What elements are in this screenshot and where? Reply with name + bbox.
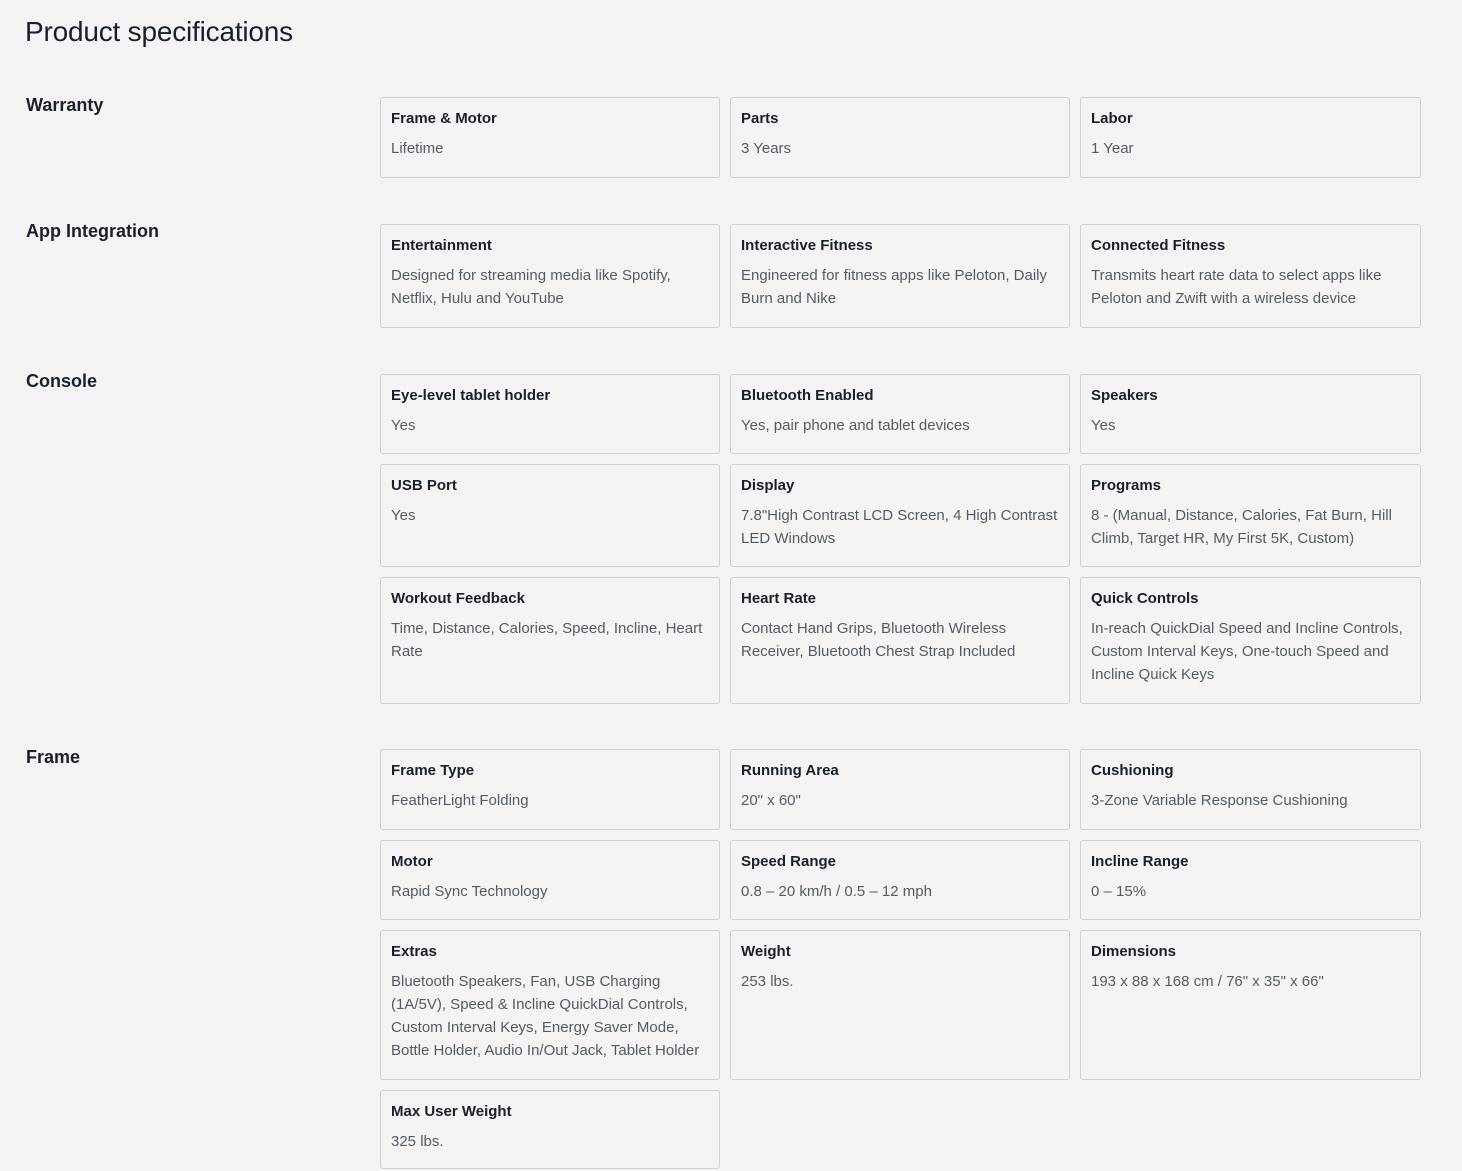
spec-title: Max User Weight: [391, 1103, 512, 1120]
spec-title: Interactive Fitness: [741, 237, 873, 254]
spec-title: Labor: [1091, 110, 1133, 127]
spec-grid-frame: [380, 749, 1420, 1169]
page-title: Product specifications: [25, 16, 293, 47]
spec-value: 3-Zone Variable Response Cushioning: [1091, 792, 1348, 809]
spec-value: 0 – 15%: [1091, 883, 1147, 900]
spec-title: Weight: [741, 943, 791, 960]
spec-card-frame-motor: [380, 97, 720, 178]
section-label-frame: Frame: [26, 747, 81, 767]
spec-value: Time, Distance, Calories, Speed, Incline, Heart Rate: [391, 620, 703, 660]
spec-value: Yes: [391, 507, 416, 524]
spec-value: In-reach QuickDial Speed and Incline Controls, Custom Interval Keys, One-touch Speed and Incline Quick Keys: [1091, 620, 1403, 683]
spec-value: 1 Year: [1091, 140, 1134, 157]
spec-card-incline-range: [1080, 840, 1421, 920]
spec-card-speakers: [1080, 374, 1421, 454]
spec-title: Frame & Motor: [391, 110, 497, 127]
spec-card-entertainment: [380, 224, 720, 328]
spec-title: Connected Fitness: [1091, 237, 1226, 254]
spec-card-bluetooth-enabled: [730, 374, 1070, 454]
spec-card-dimensions: [1080, 930, 1421, 1080]
spec-card-quick-controls: [1080, 577, 1421, 704]
spec-value: 20" x 60": [741, 792, 801, 809]
spec-value: 193 x 88 x 168 cm / 76" x 35" x 66": [1091, 973, 1324, 990]
spec-title: Display: [741, 477, 795, 494]
spec-title: Extras: [391, 943, 437, 960]
spec-title: Heart Rate: [741, 590, 817, 607]
spec-card-speed-range: [730, 840, 1070, 920]
spec-value: Designed for streaming media like Spotify, Netflix, Hulu and YouTube: [391, 267, 671, 307]
spec-title: Speakers: [1091, 387, 1158, 404]
spec-value: Yes: [391, 417, 416, 434]
spec-title: Dimensions: [1091, 943, 1177, 960]
spec-card-motor: [380, 840, 720, 920]
spec-card-display: [730, 464, 1070, 567]
spec-card-eye-level-tablet-holder: [380, 374, 720, 454]
spec-card-parts: [730, 97, 1070, 178]
spec-value: 325 lbs.: [391, 1133, 444, 1150]
spec-title: Motor: [391, 853, 433, 870]
spec-value: Contact Hand Grips, Bluetooth Wireless Receiver, Bluetooth Chest Strap Included: [741, 620, 1016, 660]
spec-value: Bluetooth Speakers, Fan, USB Charging (1A/5V), Speed & Incline QuickDial Controls, Custom Interval Keys, Energy Saver Mode, Bottle Holder, Audio In/Out Jack, Tablet Holder: [391, 973, 700, 1059]
spec-card-workout-feedback: [380, 577, 720, 704]
spec-value: Yes: [1091, 417, 1116, 434]
spec-card-usb-port: [380, 464, 720, 567]
spec-card-weight: [730, 930, 1070, 1080]
spec-card-extras: [380, 930, 720, 1080]
spec-title: Parts: [741, 110, 779, 127]
spec-value: 3 Years: [741, 140, 792, 157]
spec-card-programs: [1080, 464, 1421, 567]
spec-title: Programs: [1091, 477, 1162, 494]
spec-value: FeatherLight Folding: [391, 792, 529, 809]
spec-card-max-user-weight: [380, 1090, 720, 1169]
spec-title: Running Area: [741, 762, 839, 779]
spec-title: Workout Feedback: [391, 590, 525, 607]
section-label-console: Console: [26, 371, 98, 391]
spec-value: 253 lbs.: [741, 973, 794, 990]
spec-card-heart-rate: [730, 577, 1070, 704]
spec-grid-app-integration: [380, 224, 1420, 328]
spec-value: 8 - (Manual, Distance, Calories, Fat Burn, Hill Climb, Target HR, My First 5K, Custom): [1091, 507, 1392, 547]
spec-title: Frame Type: [391, 762, 475, 779]
section-label-warranty: Warranty: [26, 95, 104, 115]
spec-card-interactive-fitness: [730, 224, 1070, 328]
spec-value: Lifetime: [391, 140, 444, 157]
spec-card-running-area: [730, 749, 1070, 830]
section-label-app-integration: App Integration: [26, 221, 159, 241]
spec-card-cushioning: [1080, 749, 1421, 830]
spec-value: Transmits heart rate data to select apps like Peloton and Zwift with a wireless device: [1091, 267, 1382, 307]
spec-value: 0.8 – 20 km/h / 0.5 – 12 mph: [741, 883, 932, 900]
spec-grid-console: [380, 374, 1420, 704]
spec-card-connected-fitness: [1080, 224, 1421, 328]
spec-value: Yes, pair phone and tablet devices: [741, 417, 970, 434]
spec-grid-warranty: [380, 97, 1420, 178]
spec-title: Entertainment: [391, 237, 492, 254]
spec-title: Eye-level tablet holder: [391, 387, 551, 404]
spec-value: Rapid Sync Technology: [391, 883, 548, 900]
spec-card-labor: [1080, 97, 1421, 178]
spec-title: Bluetooth Enabled: [741, 387, 874, 404]
spec-card-frame-type: [380, 749, 720, 830]
spec-title: Cushioning: [1091, 762, 1174, 779]
spec-value: Engineered for fitness apps like Peloton, Daily Burn and Nike: [741, 267, 1048, 307]
spec-title: Incline Range: [1091, 853, 1189, 870]
spec-value: 7.8"High Contrast LCD Screen, 4 High Contrast LED Windows: [741, 507, 1058, 547]
spec-title: Speed Range: [741, 853, 837, 870]
spec-title: Quick Controls: [1091, 590, 1199, 607]
spec-title: USB Port: [391, 477, 457, 494]
